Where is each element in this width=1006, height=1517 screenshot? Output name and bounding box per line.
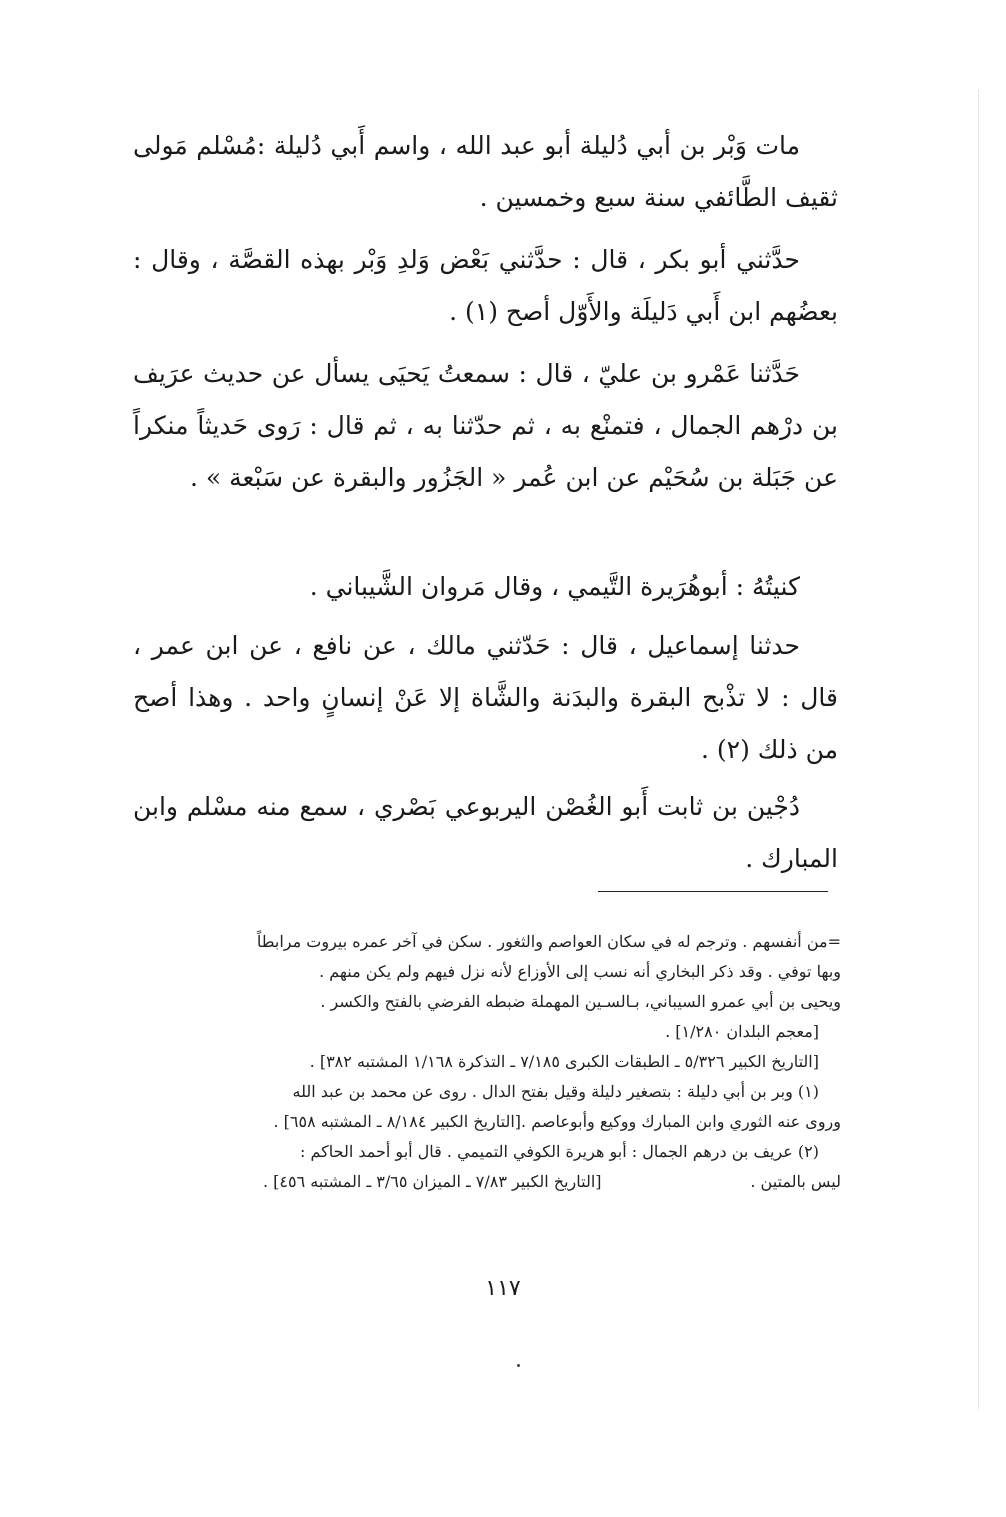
footnote-line: [التاريخ الكبير ٥/٣٢٦ ـ الطبقات الكبرى ٧/١٨٥ ـ التذكرة ١/١٦٨ المشتبه ٣٨٢] . bbox=[309, 1052, 819, 1071]
main-text-block-2 bbox=[133, 234, 838, 338]
paragraph-ismail-malik: حدثنا إسماعيل ، قال : حَدّثني مالك ، عن نافع ، عن ابن عمر ، قال : لا تذْبح البقرة والبدَنة والشَّاة إلا عَنْ إنسانٍ واحد . وهذا أصح من ذلك (٢) . bbox=[133, 631, 838, 764]
paragraph-abu-bakr: حدَّثني أبو بكر ، قال : حدَّثني بَعْض وَلدِ وَبْر بهذه القصَّة ، وقال : بعضُهم ابن أَبي دَليلَة والأَوّل أصح (١) . bbox=[133, 245, 838, 326]
footnote-text: ليس بالمتين . bbox=[750, 1172, 841, 1191]
footnote-1: (١) وبر بن أبي دليلة : بتصغير دليلة وقيل بفتح الدال . روى عن محمد بن عبد الله bbox=[292, 1082, 819, 1101]
paragraph-kunya: كنيتُهُ : أبوهُرَيرة التَّيمي ، وقال مَروان الشَّيباني . bbox=[309, 572, 800, 601]
footnote-references: [التاريخ الكبير ٧/٨٣ ـ الميزان ٣/٦٥ ـ المشتبه ٤٥٦] . bbox=[263, 1172, 602, 1191]
footnote-line: =من أنفسهم . وترجم له في سكان العواصم والثغور . سكن في آخر عمره بيروت مرابطاً bbox=[256, 932, 841, 951]
footnote-line: ويحيى بن أبي عمرو السيباني، بـالسـين المهملة ضبطه الفرضي بالفتح والكسر . bbox=[320, 992, 841, 1011]
footnote-line-split bbox=[133, 1167, 841, 1197]
footnote-line: [معجم البلدان ١/٢٨٠] . bbox=[665, 1022, 819, 1041]
footnote-separator bbox=[598, 891, 828, 892]
scan-edge bbox=[978, 90, 979, 1410]
main-text-block-5 bbox=[133, 620, 838, 776]
main-text-block-4 bbox=[133, 561, 838, 613]
main-text-block bbox=[133, 120, 838, 224]
paragraph-dujayn: دُجْين بن ثابت أَبو الغُصْن اليربوعي بَصْري ، سمع منه مسْلم وابن المبارك . bbox=[133, 792, 838, 873]
scan-speck bbox=[517, 1364, 520, 1367]
main-text-block-3 bbox=[133, 348, 838, 504]
footnote-line: وروى عنه الثوري وابن المبارك ووكيع وأبوعاصم .[التاريخ الكبير ٨/١٨٤ ـ المشتبه ٦٥٨] . bbox=[273, 1112, 841, 1131]
paragraph-wabr-death: مات وَبْر بن أبي دُليلة أبو عبد الله ، واسم أَبي دُليلة :مُسْلم مَولى ثقيف الطَّائفي سنة سبع وخمسين . bbox=[133, 131, 838, 212]
footnotes-block bbox=[133, 927, 841, 1197]
footnote-line: وبها توفي . وقد ذكر البخاري أنه نسب إلى الأوزاع لأنه نزل فيهم ولم يكن منهم . bbox=[319, 962, 841, 981]
main-text-block-6 bbox=[133, 781, 838, 885]
page-number: ١١٧ bbox=[485, 1276, 521, 1301]
footnote-2: (٢) عريف بن درهم الجمال : أبو هريرة الكوفي التميمي . قال أبو أحمد الحاكم : bbox=[300, 1142, 819, 1161]
paragraph-amr-ibn-ali: حَدَّثنا عَمْرو بن عليّ ، قال : سمعتُ يَحيَى يسأل عن حديث عرَيف بن درْهم الجمال ، فتمنْع به ، ثم حدّثنا به ، ثم قال : رَوى حَديثاً منكراً عن جَبَلة بن سُحَيْم عن ابن عُمر « الجَزُور والبقرة عن سَبْعة » . bbox=[133, 359, 838, 492]
